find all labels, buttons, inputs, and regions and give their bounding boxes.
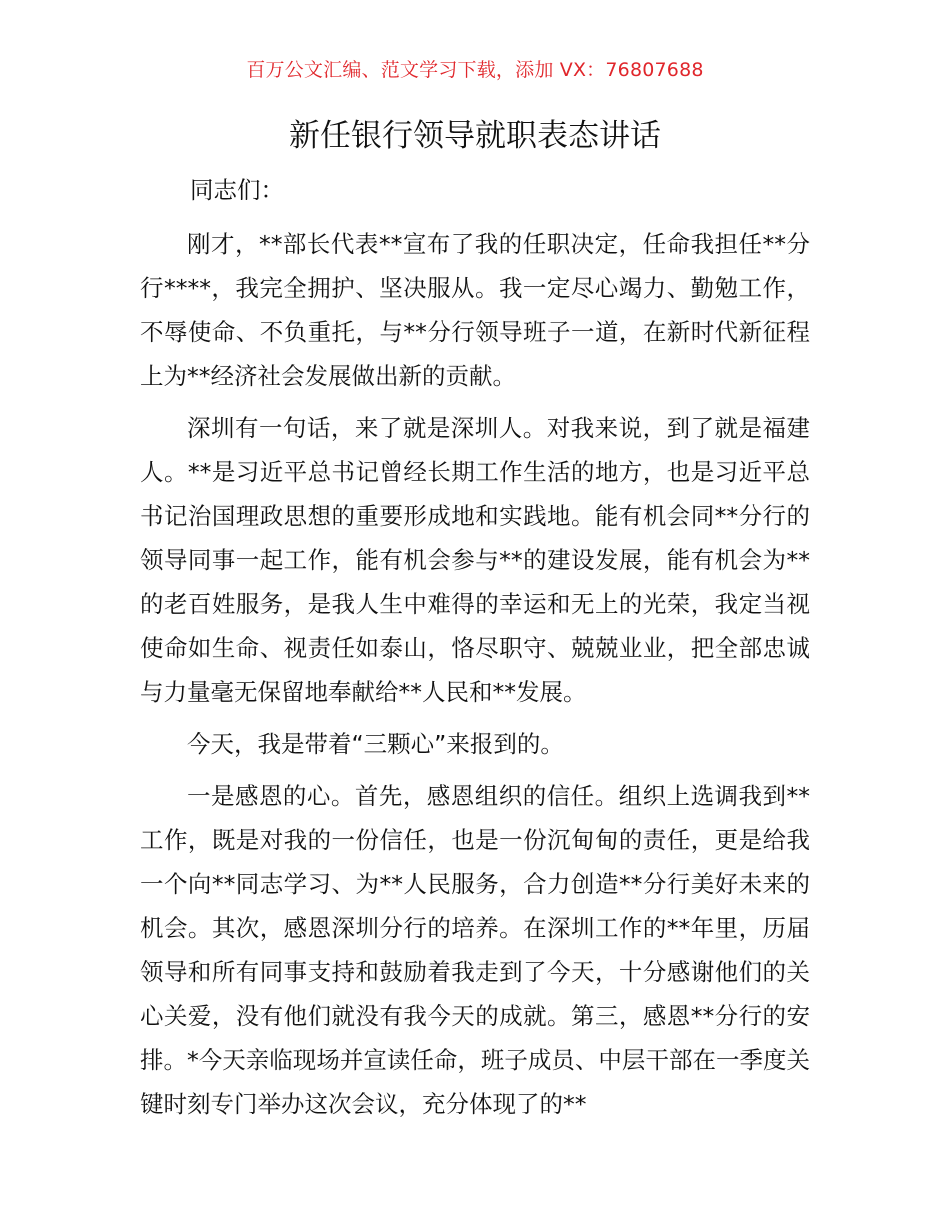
greeting: 同志们： bbox=[190, 176, 284, 204]
document-title: 新任银行领导就职表态讲话 bbox=[289, 118, 661, 154]
paragraph-1: 刚才，**部长代表**宣布了我的任职决定，任命我担任**分行****，我完全拥护、坚决服从。我一定尽心竭力、勤勉工作，不辱使命、不负重托，与**分行领导班子一道，在新时代新征程上为**经济社会发展做出新的贡献。 bbox=[140, 230, 810, 390]
paragraph-2: 深圳有一句话，来了就是深圳人。对我来说，到了就是福建人。**是习近平总书记曾经长期工作生活的地方，也是习近平总书记治国理政思想的重要形成地和实践地。能有机会同**分行的领导同事一起工作，能有机会参与**的建设发展，能有机会为**的老百姓服务，是我人生中难得的幸运和无上的光荣，我定当视使命如生命、视责任如泰山，恪尽职守、兢兢业业，把全部忠诚与力量毫无保留地奉献给**人民和**发展。 bbox=[140, 414, 810, 706]
watermark-header: 百万公文汇编、范文学习下载，添加 VX：76807688 bbox=[246, 59, 704, 81]
paragraph-3: 今天，我是带着“三颗心”来报到的。 bbox=[187, 730, 564, 758]
paragraph-4: 一是感恩的心。首先，感恩组织的信任。组织上选调我到**工作，既是对我的一份信任，也是一份沉甸甸的责任，更是给我一个向**同志学习、为**人民服务，合力创造**分行美好未来的机会。其次，感恩深圳分行的培养。在深圳工作的**年里，历届领导和所有同事支持和鼓励着我走到了今天，十分感谢他们的关心关爱，没有他们就没有我今天的成就。第三，感恩**分行的安排。*今天亲临现场并宣读任命，班子成员、中层干部在一季度关键时刻专门举办这次会议，充分体现了的** bbox=[140, 782, 810, 1118]
document-body bbox=[140, 222, 810, 1134]
